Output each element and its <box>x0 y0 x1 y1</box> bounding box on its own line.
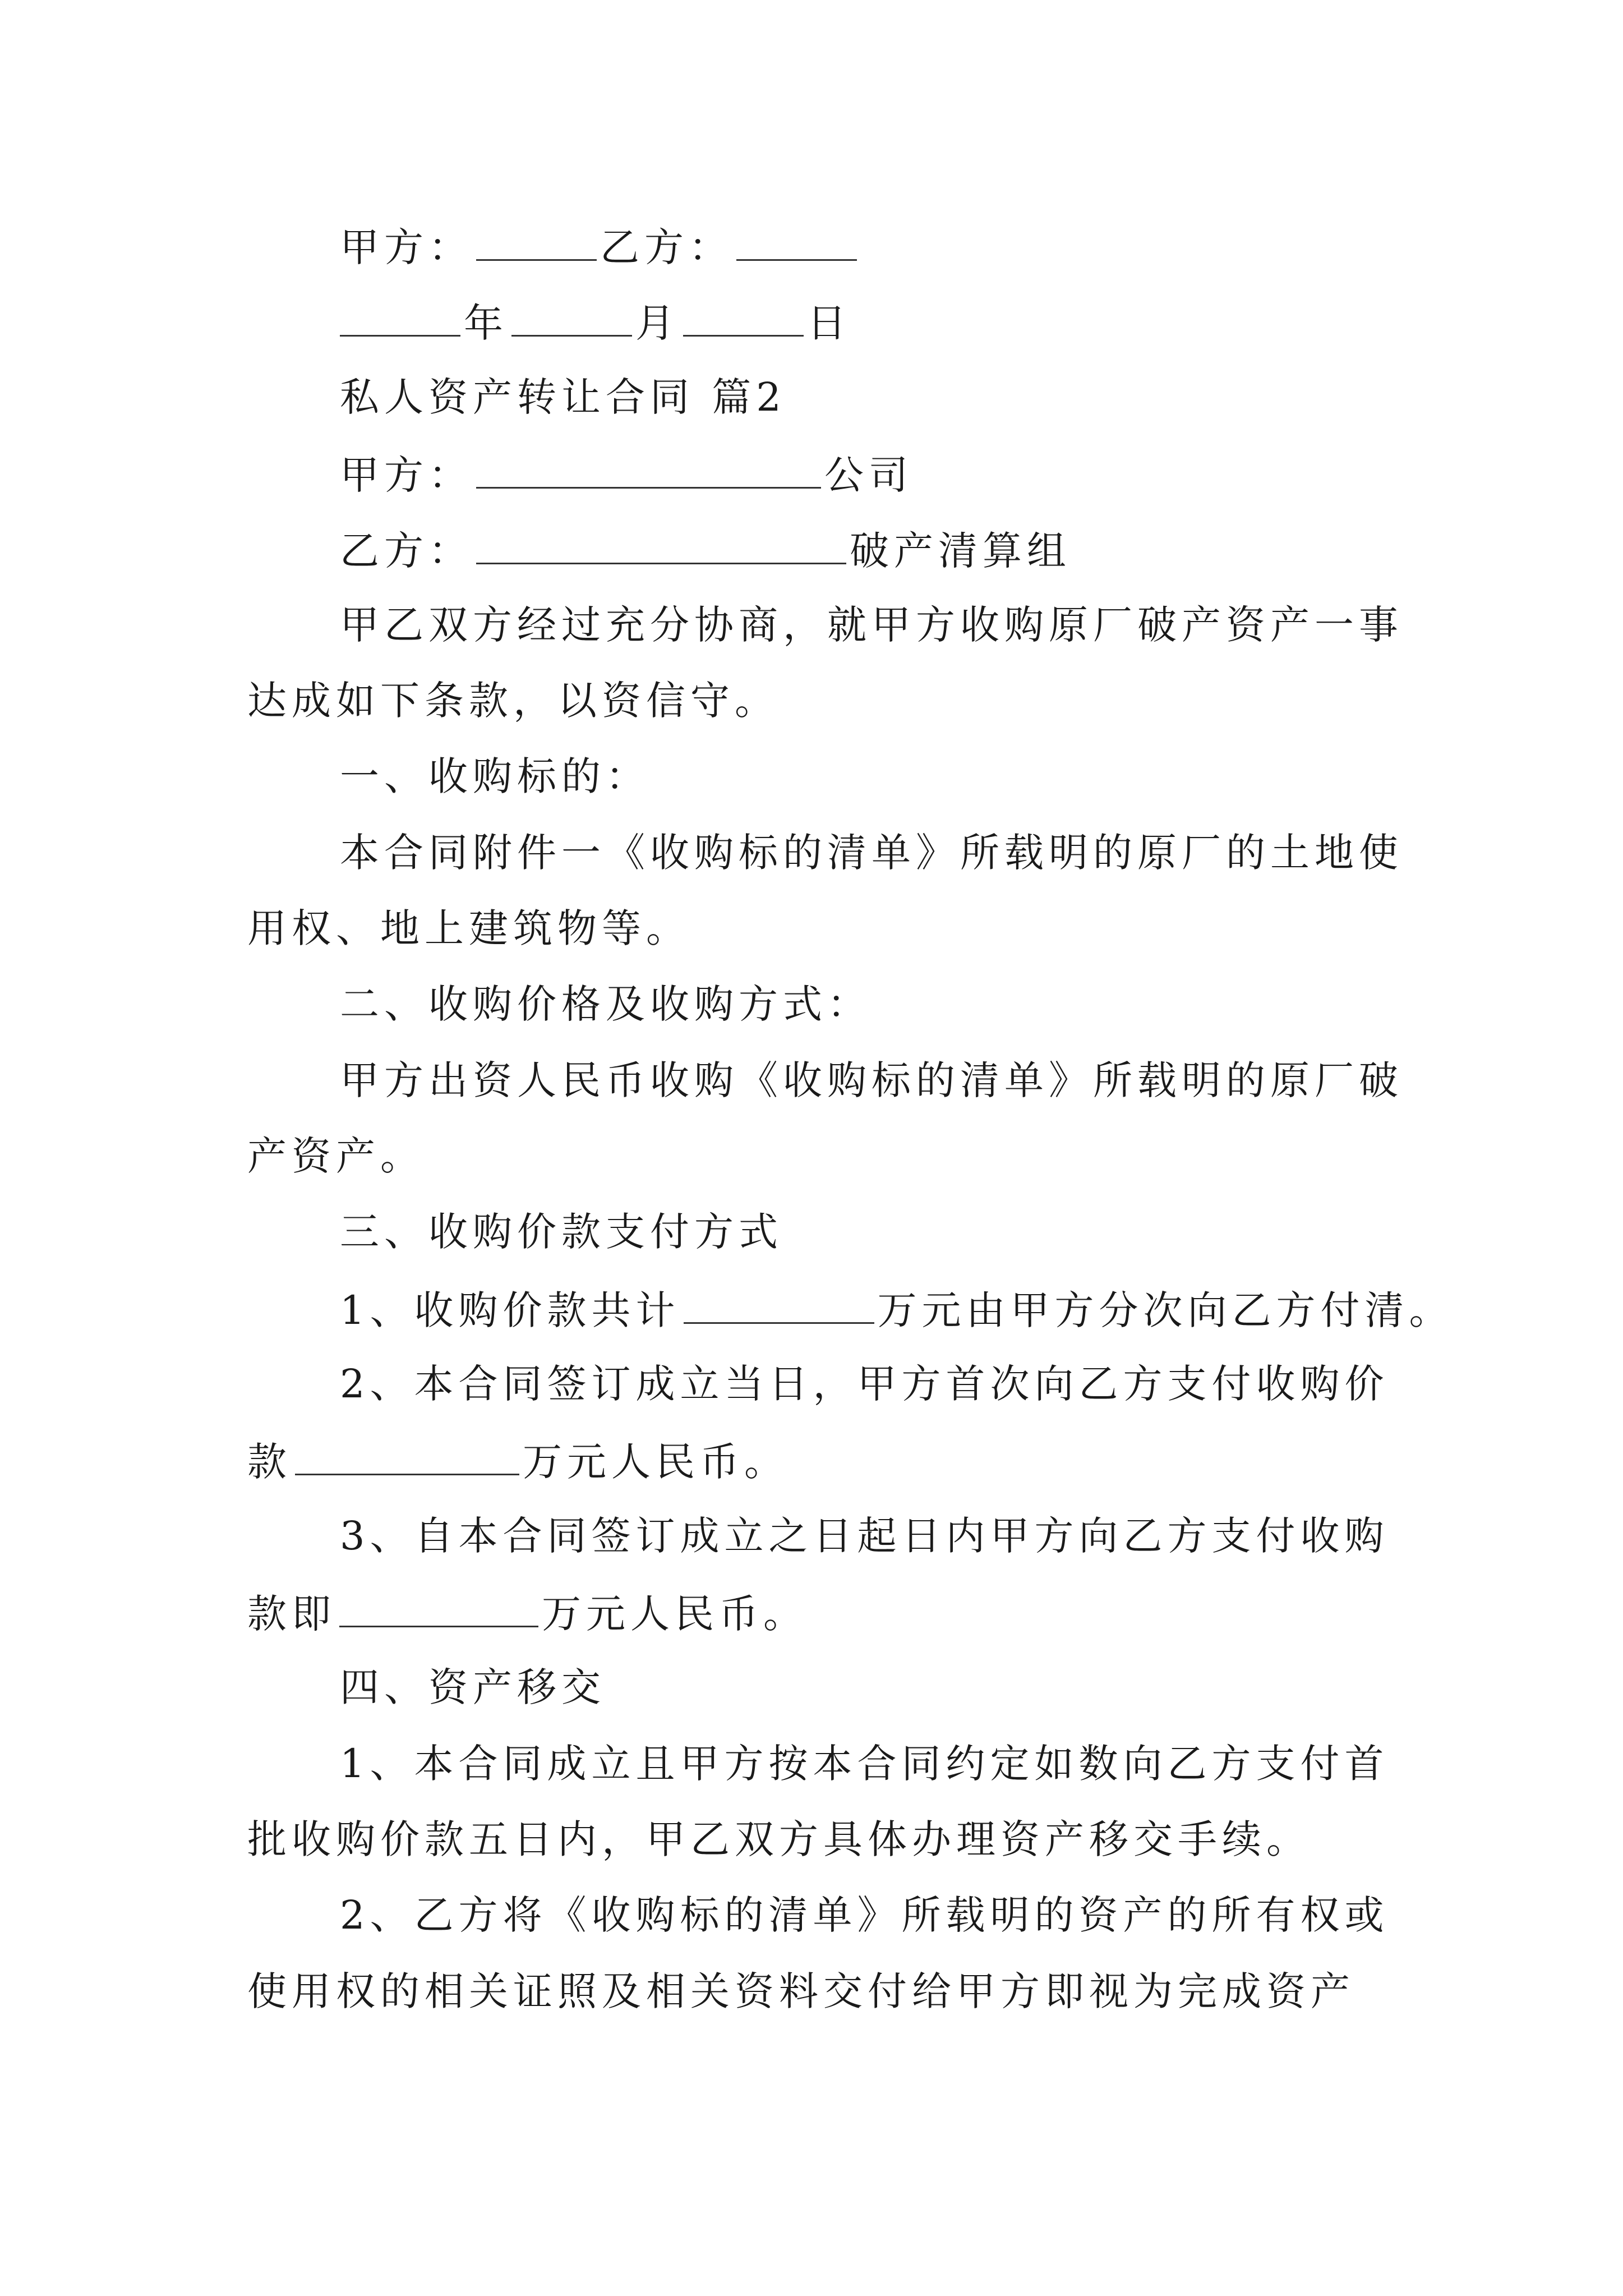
party-a-label: 甲方： <box>340 452 473 498</box>
month-blank <box>511 296 632 337</box>
intro-line-2: 达成如下条款，以资信守。 <box>247 678 779 724</box>
clause-3-item-2-prefix: 款 <box>247 1439 292 1485</box>
clause-3-item-1-suffix: 万元由甲方分次向乙方付清。 <box>877 1287 1454 1333</box>
clause-3-item-1-prefix: 1、收购价款共计 <box>340 1287 680 1333</box>
clause-1-line-1: 本合同附件一《收购标的清单》所载明的原厂的土地使 <box>340 830 1403 876</box>
party-a-line <box>340 448 913 500</box>
party-b-line <box>340 523 1071 576</box>
clause-4-heading: 四、资产移交 <box>340 1664 606 1710</box>
year-blank <box>340 296 460 337</box>
total-price-blank <box>684 1283 874 1324</box>
party-b-signature-blank <box>736 220 857 261</box>
signature-date-line <box>340 296 851 348</box>
clause-3-item-3-line-1: 3、自本合同签订成立之日起日内甲方向乙方支付收购 <box>340 1513 1389 1559</box>
party-a-blank <box>476 448 821 489</box>
section-title: 私人资产转让合同 篇2 <box>340 374 786 420</box>
clause-2-line-2: 产资产。 <box>247 1133 425 1179</box>
clause-1-line-2: 用权、地上建筑物等。 <box>247 905 690 951</box>
party-a-signature-blank <box>476 220 597 261</box>
party-b-label: 乙方： <box>340 528 473 574</box>
clause-3-item-2-line-1: 2、本合同签订成立当日，甲方首次向乙方支付收购价 <box>340 1361 1389 1407</box>
clause-3-item-3-line-2 <box>247 1586 808 1639</box>
first-payment-blank <box>295 1434 519 1475</box>
clause-4-item-2-line-2: 使用权的相关证照及相关资料交付给甲方即视为完成资产 <box>247 1968 1355 2014</box>
party-b-blank <box>476 523 846 564</box>
clause-3-item-2-line-2 <box>247 1434 789 1487</box>
intro-line-1: 甲乙双方经过充分协商，就甲方收购原厂破产资产一事 <box>340 602 1403 648</box>
clause-3-item-2-suffix: 万元人民币。 <box>523 1439 789 1485</box>
party-b-suffix: 破产清算组 <box>850 528 1071 574</box>
clause-2-heading: 二、收购价格及收购方式： <box>340 981 872 1027</box>
month-label: 月 <box>635 300 680 346</box>
party-a-signature-label: 甲方： <box>340 224 473 270</box>
clause-4-item-1-line-1: 1、本合同成立且甲方按本合同约定如数向乙方支付首 <box>340 1741 1389 1787</box>
year-label: 年 <box>464 300 508 346</box>
clause-4-item-2-line-1: 2、乙方将《收购标的清单》所载明的资产的所有权或 <box>340 1892 1389 1938</box>
clause-2-line-1: 甲方出资人民币收购《收购标的清单》所载明的原厂破 <box>340 1057 1403 1103</box>
party-b-signature-label: 乙方： <box>600 224 733 270</box>
second-payment-blank <box>339 1586 538 1627</box>
signature-parties-line <box>340 220 860 273</box>
clause-3-item-3-prefix: 款即 <box>247 1591 336 1637</box>
day-blank <box>683 296 804 337</box>
clause-3-heading: 三、收购价款支付方式 <box>340 1209 783 1255</box>
clause-3-item-1 <box>340 1283 1454 1336</box>
day-label: 日 <box>807 300 851 346</box>
party-a-suffix: 公司 <box>824 452 913 498</box>
clause-1-heading: 一、收购标的： <box>340 753 650 799</box>
clause-3-item-3-suffix: 万元人民币。 <box>542 1591 808 1637</box>
clause-4-item-1-line-2: 批收购价款五日内，甲乙双方具体办理资产移交手续。 <box>247 1816 1311 1862</box>
